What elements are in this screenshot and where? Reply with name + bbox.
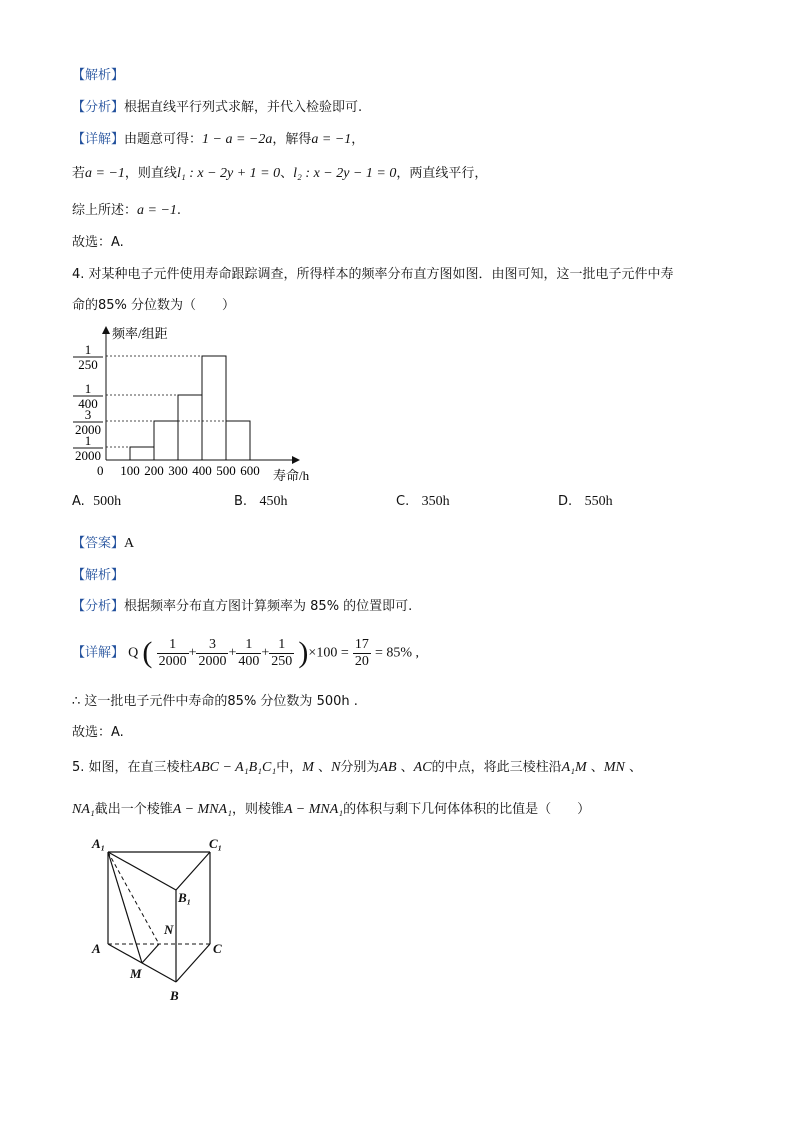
x-tick-label-300: 300 [168, 463, 188, 478]
q3-if-line [72, 164, 487, 184]
label-c: C [213, 941, 222, 956]
x-tick-label-100: 100 [120, 463, 140, 478]
histogram-bar-4 [202, 356, 226, 460]
q3-jiexi-tag: 【解析】 [72, 68, 125, 83]
edge-m-n [142, 944, 159, 963]
calc-mult: ×100 = [308, 645, 349, 661]
q3-summary-val: a = −1 [137, 203, 177, 218]
q3-if-a: a = −1 [85, 166, 125, 181]
histogram-bar-3 [178, 395, 202, 460]
y-tick-numerator: 3 [84, 407, 92, 422]
label-b1: B₁ [178, 890, 192, 905]
q3-l2-eq: l₂ : x − 2y − 1 = 0 [293, 166, 397, 181]
q3-summary-line: 综上所述：a = −1. [72, 203, 182, 218]
option-d[interactable]: D. 550h [558, 494, 613, 509]
y-tick-label-1 [73, 342, 103, 372]
label-n: N [164, 922, 174, 937]
q4-stem-line2: 命的85% 分位数为（ ） [72, 298, 236, 313]
q4-fenxi-tag: 【分析】 [72, 599, 125, 614]
calc-frac-1: $\frac{1}{2000}$ [158, 636, 187, 669]
q3-sep: 、 [280, 166, 294, 181]
x-tick-label-200: 200 [144, 463, 164, 478]
q3-xiangjie-mid: ，解得 [272, 132, 312, 147]
q3-xiangjie-sol: a = −1 [311, 132, 352, 147]
prism-figure [88, 832, 238, 1008]
q3-xiangjie-line: 【详解】由题意可得：1 − a = −2a，解得a = −1， [72, 132, 365, 147]
q3-fenxi-text: 根据直线平行列式求解，并代入检验即可. [124, 100, 363, 115]
q4-answer-tag: 【答案】 [72, 536, 125, 551]
label-a1: A₁ [92, 836, 106, 851]
label-m: M [130, 966, 142, 981]
q3-if-pre: 若 [72, 166, 86, 181]
q3-fenxi-tag: 【分析】 [72, 100, 125, 115]
q3-l1-eq: l₁ : x − 2y + 1 = 0 [176, 166, 281, 181]
q4-choose: 故选：A. [72, 725, 124, 740]
because-symbol: Q [128, 645, 139, 661]
calc-result-frac: $\frac{17}{20}$ [354, 636, 369, 669]
label-c1: C₁ [209, 836, 223, 851]
q3-fenxi-line [72, 98, 362, 118]
label-a: A [92, 941, 101, 956]
q4-fenxi-text: 根据频率分布直方图计算频率为 85% 的位置即可. [124, 599, 413, 614]
q3-if-post: ，两直线平行， [396, 166, 488, 181]
origin-label: 0 [97, 463, 104, 478]
calc-frac-4: $\frac{1}{250}$ [271, 636, 293, 669]
calc-frac-2: $\frac{3}{2000}$ [198, 636, 227, 669]
q3-summary-pre: 综上所述： [72, 203, 138, 218]
q3-choose: 故选：A. [72, 235, 124, 250]
y-tick-numerator: 1 [84, 342, 92, 357]
y-tick-denominator: 2000 [75, 448, 101, 463]
option-a[interactable]: A. 500h [72, 494, 122, 509]
q4-therefore: ∴ 这一批电子元件中寿命的85% 分位数为 500h . [72, 694, 358, 709]
y-tick-numerator: 1 [84, 433, 92, 448]
y-tick-denominator: 250 [78, 357, 98, 372]
x-tick-label-600: 600 [240, 463, 260, 478]
q3-if-mid: ，则直线 [124, 166, 177, 181]
q4-jiexi-tag: 【解析】 [72, 568, 125, 583]
histogram-chart [68, 322, 318, 488]
y-tick-label-4 [73, 433, 103, 463]
calc-end: = 85% , [375, 645, 420, 661]
q5-stem-line1: 5. 如图，在直三棱柱ABC − A₁B₁C₁中，M 、N分别为AB 、AC的中点，将此三棱柱沿A₁M 、MN 、 [72, 760, 642, 775]
q4-fenxi-line [72, 597, 412, 617]
q3-xiangjie-tag: 【详解】 [72, 132, 125, 147]
q4-answer: A [124, 536, 135, 551]
histogram-bar-2 [154, 421, 178, 460]
option-b[interactable]: B. 450h [234, 494, 288, 509]
q4-stem-line1: 4. 对某种电子元件使用寿命跟踪调查，所得样本的频率分布直方图如图．由图可知，这一批电子元件中寿 [72, 267, 674, 282]
edge-b-c [176, 944, 210, 982]
q4-answer-line [72, 534, 134, 554]
option-c[interactable]: C. 350h [396, 494, 450, 509]
y-tick-denominator: 400 [78, 396, 98, 411]
y-tick-numerator: 1 [84, 381, 92, 396]
q3-xiangjie-text: 由题意可得： [124, 132, 203, 147]
y-axis-label: 频率/组距 [112, 326, 168, 341]
q3-xiangjie-eq: 1 − a = −2a [202, 132, 273, 147]
q4-xiangjie-line: 【详解】 Q ( $\frac{1}{2000}$ + $\frac{3}{2000}$ + $\frac{1}{400}$ + $\frac{1}{250}$ )×100 = $\frac{17}{20}$ = 85% , [72, 636, 420, 669]
label-b: B [170, 988, 179, 1003]
histogram-bar-5 [226, 421, 250, 460]
calc-frac-3: $\frac{1}{400}$ [238, 636, 260, 669]
q5-stem-line2: NA₁截出一个棱锥A − MNA₁，则棱锥A − MNA₁的体积与剩下几何体体积的比值是（ ） [72, 802, 591, 817]
y-tick-denominator: 2000 [75, 422, 101, 437]
q4-xiangjie-tag: 【详解】 [72, 645, 125, 661]
x-tick-label-400: 400 [192, 463, 212, 478]
edge-c1-b1 [176, 852, 210, 890]
x-tick-label-500: 500 [216, 463, 236, 478]
histogram-bar-1 [130, 447, 154, 460]
x-axis-label: 寿命/h [273, 468, 310, 483]
